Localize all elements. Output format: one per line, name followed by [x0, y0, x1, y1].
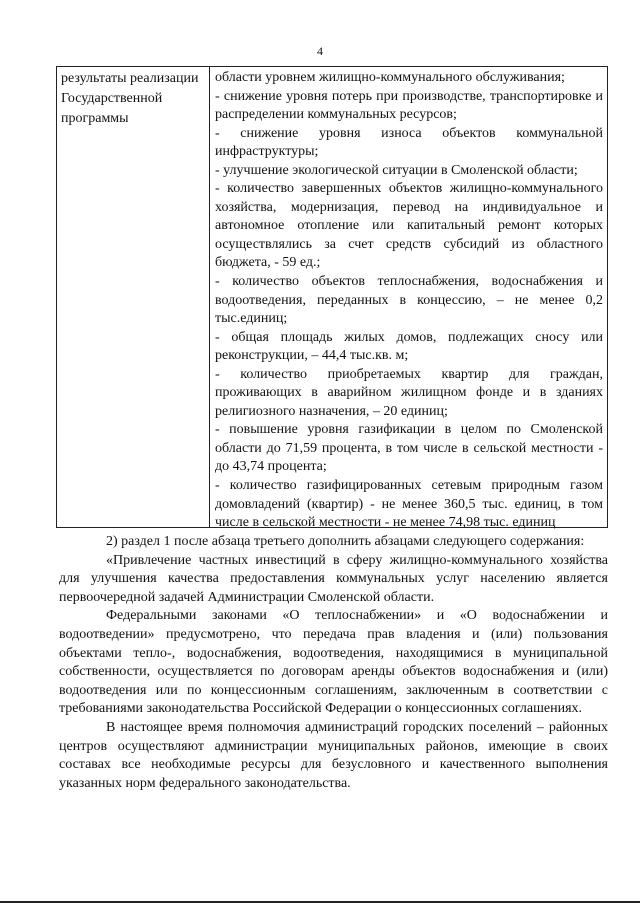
result-item: - количество объектов теплоснабжения, водоснабжения и водоотведения, переданных в концессию, – не менее 0,2 тыс.единиц;	[215, 274, 603, 327]
result-item: - общая площадь жилых домов, подлежащих сносу или реконструкции, – 44,4 тыс.кв. м;	[215, 329, 603, 364]
paragraph: В настоящее время полномочия администраций городских поселений – районных центров осуществляют администрации муниципальных районов, имеющие в своих составах все необходимые ресурсы для безусловного и качественного выполнения указанных норм федерального законодательства.	[59, 719, 608, 791]
page-bottom-rule	[0, 901, 640, 903]
result-item: - повышение уровня газификации в целом по Смоленской области до 71,59 процента, в том числе в сельской местности - до 43,74 процента;	[215, 422, 603, 475]
result-item: - снижение уровня потерь при производстве, транспортировке и распределении коммунальных ресурсов;	[215, 88, 603, 123]
result-item: - количество приобретаемых квартир для граждан, проживающих в аварийном жилищном фонде и в зданиях религиозного назначения, – 20 единиц;	[215, 366, 603, 419]
paragraph: «Привлечение частных инвестиций в сферу жилищно-коммунального хозяйства для улучшения качества предоставления коммунальных услуг населению является первоочередной задачей Администрации Смоленской области.	[59, 552, 608, 605]
body-text	[59, 533, 608, 793]
result-item: области уровнем жилищно-коммунального обслуживания;	[215, 70, 565, 85]
result-item: - улучшение экологической ситуации в Смоленской области;	[215, 162, 578, 178]
table-right-cell	[210, 67, 607, 531]
program-results-table	[56, 66, 608, 531]
table-left-cell: результаты реализации Государственной программы	[57, 67, 210, 527]
paragraph: Федеральными законами «О теплоснабжении» и «О водоснабжении и водоотведении» предусмотрено, что передача прав владения и (или) пользования объектами тепло-, водоснабжения, водоотведения, находящимися в муниципальной собственности, осуществляется по договорам аренды объектов водоснабжения и (или) водоотведения или по концессионным соглашениям, заключенным в соответствии с требованиями законодательства Российской Федерации о концессионных соглашениях.	[59, 608, 608, 717]
result-item: - количество завершенных объектов жилищно-коммунального хозяйства, модернизация, перевод на индивидуальное и автономное отопление или капитальный ремонт которых осуществлялись за счет средств субсидий из областного бюджета, - 59 ед.;	[215, 181, 603, 271]
paragraph: 2) раздел 1 после абзаца третьего дополнить абзацами следующего содержания:	[106, 534, 585, 549]
result-item: - снижение уровня износа объектов коммунальной инфраструктуры;	[215, 125, 603, 160]
result-item: - количество газифицированных сетевым природным газом домовладений (квартир) - не менее 360,5 тыс. единиц, в том числе в сельской местности - не менее 74,98 тыс. единиц	[215, 478, 603, 531]
page-number: 4	[317, 44, 323, 58]
